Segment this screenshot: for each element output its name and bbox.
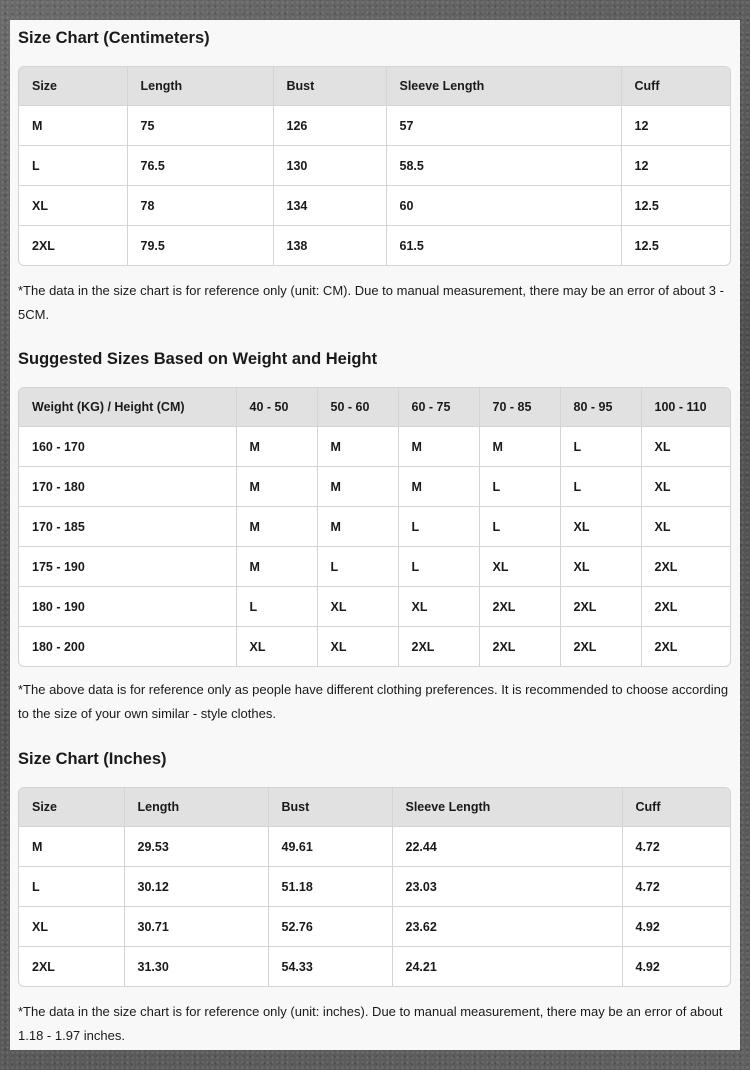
inch-chart-title: Size Chart (Inches) [18,750,167,768]
cm-size-table [19,67,730,265]
column-header: Weight (KG) / Height (CM) [19,388,236,427]
table-cell: 61.5 [386,226,621,266]
table-cell: XL [317,587,398,627]
table-cell: 12 [621,146,730,186]
table-cell: L [19,867,124,907]
table-cell: 29.53 [124,827,268,867]
table-row [19,226,730,266]
table-cell: M [398,467,479,507]
column-header: Length [124,788,268,827]
table-cell: M [236,427,317,467]
column-header: 100 - 110 [641,388,730,427]
table-cell: 24.21 [392,947,622,987]
inch-size-table-wrap [18,787,731,987]
table-cell: XL [479,547,560,587]
table-cell: 31.30 [124,947,268,987]
table-cell: 54.33 [268,947,392,987]
table-cell: 76.5 [127,146,273,186]
table-cell: XL [641,427,730,467]
table-cell: 12.5 [621,186,730,226]
table-cell: XL [560,547,641,587]
column-header: Cuff [622,788,730,827]
table-cell: M [19,827,124,867]
table-cell: 126 [273,106,386,146]
table-row [19,106,730,146]
table-cell: 23.03 [392,867,622,907]
table-cell: 170 - 185 [19,507,236,547]
table-cell: 160 - 170 [19,427,236,467]
column-header: Sleeve Length [386,67,621,106]
table-cell: 30.71 [124,907,268,947]
table-cell: 51.18 [268,867,392,907]
table-cell: 60 [386,186,621,226]
table-cell: M [317,467,398,507]
table-cell: L [19,146,127,186]
column-header: Sleeve Length [392,788,622,827]
table-cell: 130 [273,146,386,186]
table-cell: L [398,547,479,587]
table-row [19,547,730,587]
inch-size-table [19,788,730,986]
column-header: 70 - 85 [479,388,560,427]
table-header-row [19,67,730,106]
table-cell: 2XL [641,587,730,627]
table-row [19,947,730,987]
cm-chart-title: Size Chart (Centimeters) [18,29,210,47]
column-header: 40 - 50 [236,388,317,427]
table-cell: 2XL [654,639,678,654]
column-header: Length [127,67,273,106]
table-row [19,146,730,186]
table-cell: 23.62 [392,907,622,947]
table-cell: 12 [621,106,730,146]
table-cell: L [236,587,317,627]
table-cell: 22.44 [392,827,622,867]
cm-size-table-wrap [18,66,731,266]
suggested-sizes-table [19,388,730,666]
table-cell: M [19,106,127,146]
table-cell: L [479,507,560,547]
table-cell: XL [19,186,127,226]
inch-chart-note: *The data in the size chart is for reference only (unit: inches). Due to manual measurement, there may be an error of about 1.18 - 1.97 inches. [18,1004,723,1043]
table-cell: 78 [127,186,273,226]
table-row [19,427,730,467]
table-row [19,827,730,867]
table-cell: 4.92 [622,907,730,947]
size-chart-panel [10,20,740,1050]
table-cell: 2XL [479,587,560,627]
column-header: Size [19,788,124,827]
column-header: 60 - 75 [398,388,479,427]
column-header: Size [19,67,127,106]
column-header: Bust [268,788,392,827]
table-row [19,867,730,907]
table-cell: 79.5 [127,226,273,266]
table-cell: 52.76 [268,907,392,947]
table-cell: 180 - 190 [19,587,236,627]
table-cell: M [236,507,317,547]
table-cell: L [398,507,479,547]
table-cell: 30.12 [124,867,268,907]
column-header: Cuff [621,67,730,106]
table-cell: 2XL [560,587,641,627]
table-cell: M [317,427,398,467]
table-cell: M [317,507,398,547]
column-header: 80 - 95 [560,388,641,427]
table-cell: 180 - 200 [19,627,236,667]
table-cell: L [560,427,641,467]
table-cell: XL [19,907,124,947]
table-cell: XL [317,627,398,667]
table-row [19,907,730,947]
table-row [19,186,730,226]
table-cell: XL [560,507,641,547]
table-cell: M [236,547,317,587]
table-row [19,627,730,667]
table-cell: XL [236,627,317,667]
table-cell: 175 - 190 [19,547,236,587]
table-row [19,587,730,627]
suggested-sizes-note: *The above data is for reference only as people have different clothing preferences. It is recommended to choose according to the size of your own similar - style clothes. [18,682,729,721]
table-cell: L [479,467,560,507]
table-cell: 138 [273,226,386,266]
table-cell: 58.5 [386,146,621,186]
table-cell: XL [641,467,730,507]
table-cell: 49.61 [268,827,392,867]
table-cell: L [560,467,641,507]
table-cell: 2XL [641,547,730,587]
table-cell: 12.5 [634,238,659,253]
table-header-row [19,388,730,427]
column-header: Bust [273,67,386,106]
table-cell: 2XL [398,627,479,667]
table-cell: 2XL [479,627,560,667]
table-cell: 2XL [19,226,127,266]
table-cell: L [317,547,398,587]
suggested-sizes-title: Suggested Sizes Based on Weight and Height [18,350,378,368]
table-cell: 4.92 [635,959,660,974]
suggested-sizes-table-wrap [18,387,731,667]
column-header: 50 - 60 [317,388,398,427]
table-header-row [19,788,730,827]
table-cell: M [398,427,479,467]
table-cell: 57 [386,106,621,146]
table-cell: XL [641,507,730,547]
table-cell: 2XL [19,947,124,987]
table-cell: M [236,467,317,507]
cm-chart-note: *The data in the size chart is for reference only (unit: CM). Due to manual measurement, there may be an error of about 3 - 5CM. [18,283,724,322]
table-cell: 4.72 [622,827,730,867]
table-cell: XL [398,587,479,627]
table-row [19,507,730,547]
table-cell: 2XL [560,627,641,667]
table-cell: M [479,427,560,467]
table-cell: 134 [273,186,386,226]
table-cell: 4.72 [622,867,730,907]
table-cell: 170 - 180 [19,467,236,507]
table-row [19,467,730,507]
table-cell: 75 [127,106,273,146]
